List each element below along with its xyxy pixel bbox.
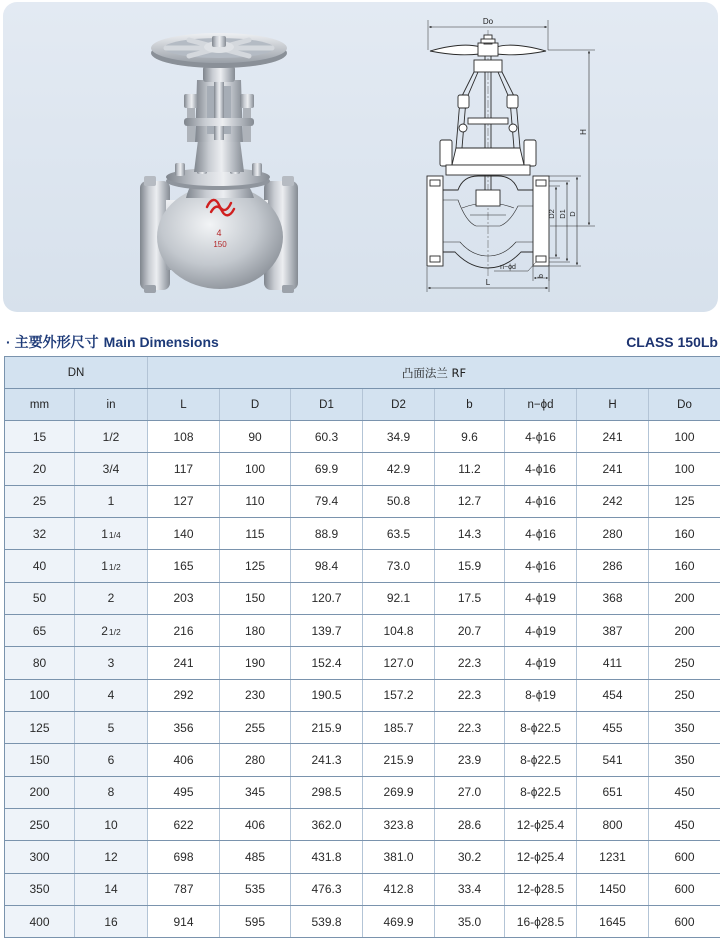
cell-d1: 98.4 <box>291 550 363 581</box>
cell-d1: 120.7 <box>291 583 363 614</box>
cell-do: 600 <box>674 882 695 897</box>
cell-in <box>75 518 148 549</box>
cell-h: 455 <box>577 712 649 743</box>
cell-d1: 69.9 <box>291 453 363 484</box>
table-row <box>5 583 720 615</box>
title-bullet: · <box>6 334 11 350</box>
cell-nd: 4-ϕ16 <box>505 486 577 517</box>
cell-in <box>75 874 148 905</box>
cell-l: 914 <box>148 906 220 937</box>
header-do: Do <box>677 398 692 411</box>
table-row <box>5 841 720 873</box>
cell-d2: 73.0 <box>363 550 435 581</box>
in-whole: 3/4 <box>102 461 120 476</box>
cell-do: 450 <box>674 817 695 832</box>
cell-mm: 400 <box>5 906 75 937</box>
table-header <box>5 357 720 421</box>
cell-l: 127 <box>148 486 220 517</box>
cell-d2: 50.8 <box>363 486 435 517</box>
table-row <box>5 777 720 809</box>
cell-mm: 25 <box>5 486 75 517</box>
table-row <box>5 809 720 841</box>
header-h: H <box>577 389 649 420</box>
cell-b: 20.7 <box>435 615 505 646</box>
cell-b: 30.2 <box>435 841 505 872</box>
cell-d1: 190.5 <box>291 680 363 711</box>
cell-d2: 215.9 <box>363 744 435 775</box>
cell-nd: 8-ϕ22.5 <box>505 712 577 743</box>
in-whole: 10 <box>104 817 118 832</box>
cell-mm: 65 <box>5 615 75 646</box>
header-d: D <box>220 389 291 420</box>
in-whole: 5 <box>107 720 115 735</box>
cell-d2: 269.9 <box>363 777 435 808</box>
cell-d1: 152.4 <box>291 647 363 678</box>
h-dimension <box>548 50 595 226</box>
cell-do: 350 <box>674 752 695 767</box>
cell-b: 22.3 <box>435 712 505 743</box>
label-d2: D2 <box>547 209 556 219</box>
flange-diameter-dimensions <box>549 176 581 266</box>
cell-h: 651 <box>577 777 649 808</box>
cell-h: 1645 <box>577 906 649 937</box>
cell-nd: 8-ϕ19 <box>505 680 577 711</box>
pressure-class-label: CLASS 150Lb <box>626 334 718 350</box>
cell-l: 216 <box>148 615 220 646</box>
cell-b: 12.7 <box>435 486 505 517</box>
cell-in <box>75 777 148 808</box>
cell-b: 9.6 <box>435 421 505 452</box>
in-whole: 2 <box>107 591 115 606</box>
cell-d1: 298.5 <box>291 777 363 808</box>
cell-mm: 80 <box>5 647 75 678</box>
body-mark-size: 4 <box>216 228 222 238</box>
cell-nd: 4-ϕ19 <box>505 583 577 614</box>
cell-d1: 139.7 <box>291 615 363 646</box>
cell-in <box>75 583 148 614</box>
cell-d1: 476.3 <box>291 874 363 905</box>
cell-nd: 12-ϕ25.4 <box>505 841 577 872</box>
title-english: Main Dimensions <box>103 334 219 350</box>
table-row <box>5 744 720 776</box>
cell-h: 411 <box>577 647 649 678</box>
cell-d2: 185.7 <box>363 712 435 743</box>
table-row <box>5 874 720 906</box>
cell-mm: 20 <box>5 453 75 484</box>
table-row <box>5 421 720 453</box>
in-whole: 1 <box>107 494 115 509</box>
table-row <box>5 550 720 582</box>
table-row <box>5 712 720 744</box>
in-whole: 14 <box>104 882 118 897</box>
header-raised-face: 凸面法兰 RF <box>401 365 467 380</box>
cell-d: 190 <box>220 647 291 678</box>
cell-d1: 60.3 <box>291 421 363 452</box>
table-row <box>5 906 720 938</box>
cell-do: 600 <box>674 914 695 929</box>
cell-d2: 34.9 <box>363 421 435 452</box>
table-row <box>5 518 720 550</box>
cell-l: 108 <box>148 421 220 452</box>
body-mark-class: 150 <box>213 240 227 249</box>
cell-d2: 104.8 <box>363 615 435 646</box>
cell-mm: 50 <box>5 583 75 614</box>
table-row <box>5 453 720 485</box>
cell-in <box>75 809 148 840</box>
cell-l: 203 <box>148 583 220 614</box>
cell-h: 800 <box>577 809 649 840</box>
product-artwork <box>0 0 720 315</box>
cell-nd: 8-ϕ22.5 <box>505 744 577 775</box>
cell-nd: 12-ϕ28.5 <box>505 874 577 905</box>
cell-mm: 100 <box>5 680 75 711</box>
header-mm: mm <box>5 389 75 420</box>
in-whole: 1 <box>101 558 108 573</box>
cell-l: 292 <box>148 680 220 711</box>
cell-do: 250 <box>674 688 695 703</box>
cell-in <box>75 550 148 581</box>
cell-in <box>75 615 148 646</box>
cell-d: 255 <box>220 712 291 743</box>
cell-do: 350 <box>674 720 695 735</box>
cell-mm: 200 <box>5 777 75 808</box>
cell-d2: 127.0 <box>363 647 435 678</box>
label-bolt-holes: n−ϕd <box>500 264 516 271</box>
cell-do: 100 <box>674 461 695 476</box>
header-bolt-holes: n−ϕd <box>505 389 577 420</box>
in-whole: 12 <box>104 849 118 864</box>
cell-mm: 150 <box>5 744 75 775</box>
gland-plate <box>184 118 254 126</box>
cell-nd: 4-ϕ16 <box>505 550 577 581</box>
cell-b: 28.6 <box>435 809 505 840</box>
cell-d2: 157.2 <box>363 680 435 711</box>
cell-l: 165 <box>148 550 220 581</box>
in-whole: 6 <box>107 752 115 767</box>
cell-mm: 32 <box>5 518 75 549</box>
cell-h: 280 <box>577 518 649 549</box>
in-whole: 1/2 <box>102 429 120 444</box>
cell-d: 115 <box>220 518 291 549</box>
cell-d1: 215.9 <box>291 712 363 743</box>
cell-d: 535 <box>220 874 291 905</box>
cell-d2: 469.9 <box>363 906 435 937</box>
cell-do: 200 <box>674 591 695 606</box>
cell-b: 22.3 <box>435 647 505 678</box>
cell-h: 541 <box>577 744 649 775</box>
cell-in <box>75 841 148 872</box>
cell-nd: 8-ϕ22.5 <box>505 777 577 808</box>
cell-in <box>75 712 148 743</box>
drawing-handwheel <box>430 35 546 56</box>
bonnet <box>194 140 244 172</box>
cell-mm: 15 <box>5 421 75 452</box>
in-whole: 16 <box>104 914 118 929</box>
header-b: b <box>435 389 505 420</box>
cell-d2: 63.5 <box>363 518 435 549</box>
cell-do: 100 <box>674 429 695 444</box>
header-group-row <box>5 357 720 389</box>
cell-d2: 381.0 <box>363 841 435 872</box>
cell-do: 250 <box>674 655 695 670</box>
cell-in <box>75 744 148 775</box>
cell-d1: 431.8 <box>291 841 363 872</box>
cell-nd: 16-ϕ28.5 <box>505 906 577 937</box>
cell-d2: 412.8 <box>363 874 435 905</box>
cell-l: 356 <box>148 712 220 743</box>
header-d2: D2 <box>363 389 435 420</box>
cell-mm: 250 <box>5 809 75 840</box>
label-h: H <box>579 129 588 135</box>
label-do: Do <box>482 17 494 26</box>
cell-mm: 350 <box>5 874 75 905</box>
table-row <box>5 680 720 712</box>
table-row <box>5 486 720 518</box>
cell-d: 100 <box>220 453 291 484</box>
cell-do: 600 <box>674 849 695 864</box>
cell-b: 11.2 <box>435 453 505 484</box>
dimensions-table <box>4 356 720 938</box>
label-b: b <box>538 274 545 278</box>
stem-nut <box>203 66 235 82</box>
in-whole: 1 <box>101 526 108 541</box>
cell-nd: 4-ϕ16 <box>505 421 577 452</box>
valve-photo <box>140 33 298 293</box>
cell-d1: 241.3 <box>291 744 363 775</box>
header-d1: D1 <box>291 389 363 420</box>
cell-do: 160 <box>674 526 695 541</box>
in-fraction: 1/2 <box>108 561 121 572</box>
cell-h: 241 <box>577 421 649 452</box>
header-l: L <box>148 389 220 420</box>
in-whole: 2 <box>101 623 108 638</box>
cell-d2: 42.9 <box>363 453 435 484</box>
cell-d: 280 <box>220 744 291 775</box>
cell-d: 345 <box>220 777 291 808</box>
cell-mm: 300 <box>5 841 75 872</box>
cell-d: 230 <box>220 680 291 711</box>
cell-d: 90 <box>220 421 291 452</box>
cell-d2: 323.8 <box>363 809 435 840</box>
cell-do: 200 <box>674 623 695 638</box>
cell-d: 485 <box>220 841 291 872</box>
cell-l: 622 <box>148 809 220 840</box>
cell-l: 698 <box>148 841 220 872</box>
cell-in <box>75 680 148 711</box>
table-row <box>5 647 720 679</box>
header-dn: DN <box>5 357 148 388</box>
in-whole: 4 <box>107 688 115 703</box>
cell-nd: 4-ϕ16 <box>505 518 577 549</box>
label-l: L <box>485 278 491 287</box>
technical-drawing <box>427 17 595 292</box>
cell-nd: 4-ϕ19 <box>505 647 577 678</box>
label-d: D <box>568 211 577 217</box>
cell-l: 117 <box>148 453 220 484</box>
cell-d1: 362.0 <box>291 809 363 840</box>
handwheel <box>151 33 287 68</box>
in-fraction: 1/4 <box>108 529 121 540</box>
yoke <box>195 80 243 142</box>
cell-in <box>75 647 148 678</box>
cell-d: 150 <box>220 583 291 614</box>
cell-d1: 79.4 <box>291 486 363 517</box>
title-chinese: 主要外形尺寸 <box>14 335 99 351</box>
cell-d1: 88.9 <box>291 518 363 549</box>
cell-h: 454 <box>577 680 649 711</box>
cell-do: 450 <box>674 785 695 800</box>
cell-in <box>75 486 148 517</box>
cell-h: 241 <box>577 453 649 484</box>
cell-l: 406 <box>148 744 220 775</box>
cell-d2: 92.1 <box>363 583 435 614</box>
cell-l: 241 <box>148 647 220 678</box>
cell-d: 595 <box>220 906 291 937</box>
cell-nd: 4-ϕ16 <box>505 453 577 484</box>
cell-l: 787 <box>148 874 220 905</box>
section-title <box>6 333 219 352</box>
cell-do: 125 <box>674 494 695 509</box>
cell-h: 1231 <box>577 841 649 872</box>
cell-l: 495 <box>148 777 220 808</box>
cell-mm: 40 <box>5 550 75 581</box>
cell-h: 387 <box>577 615 649 646</box>
cell-l: 140 <box>148 518 220 549</box>
cell-b: 14.3 <box>435 518 505 549</box>
cell-b: 23.9 <box>435 744 505 775</box>
cell-h: 1450 <box>577 874 649 905</box>
in-whole: 3 <box>107 655 115 670</box>
cell-mm: 125 <box>5 712 75 743</box>
cell-nd: 12-ϕ25.4 <box>505 809 577 840</box>
cell-d: 180 <box>220 615 291 646</box>
cell-d1: 539.8 <box>291 906 363 937</box>
cell-b: 17.5 <box>435 583 505 614</box>
cell-in <box>75 421 148 452</box>
table-row <box>5 615 720 647</box>
cell-b: 22.3 <box>435 680 505 711</box>
cell-in <box>75 906 148 937</box>
in-whole: 8 <box>107 785 115 800</box>
cell-b: 15.9 <box>435 550 505 581</box>
cell-d: 110 <box>220 486 291 517</box>
cell-in <box>75 453 148 484</box>
cell-nd: 4-ϕ19 <box>505 615 577 646</box>
cell-b: 33.4 <box>435 874 505 905</box>
cell-h: 242 <box>577 486 649 517</box>
header-column-row <box>5 389 720 421</box>
table-body <box>5 421 720 938</box>
cell-b: 27.0 <box>435 777 505 808</box>
cell-d: 125 <box>220 550 291 581</box>
label-d1: D1 <box>558 209 567 219</box>
cell-h: 286 <box>577 550 649 581</box>
in-fraction: 1/2 <box>108 626 121 637</box>
header-in: in <box>75 389 148 420</box>
cell-d: 406 <box>220 809 291 840</box>
cell-h: 368 <box>577 583 649 614</box>
cell-do: 160 <box>674 558 695 573</box>
cell-b: 35.0 <box>435 906 505 937</box>
